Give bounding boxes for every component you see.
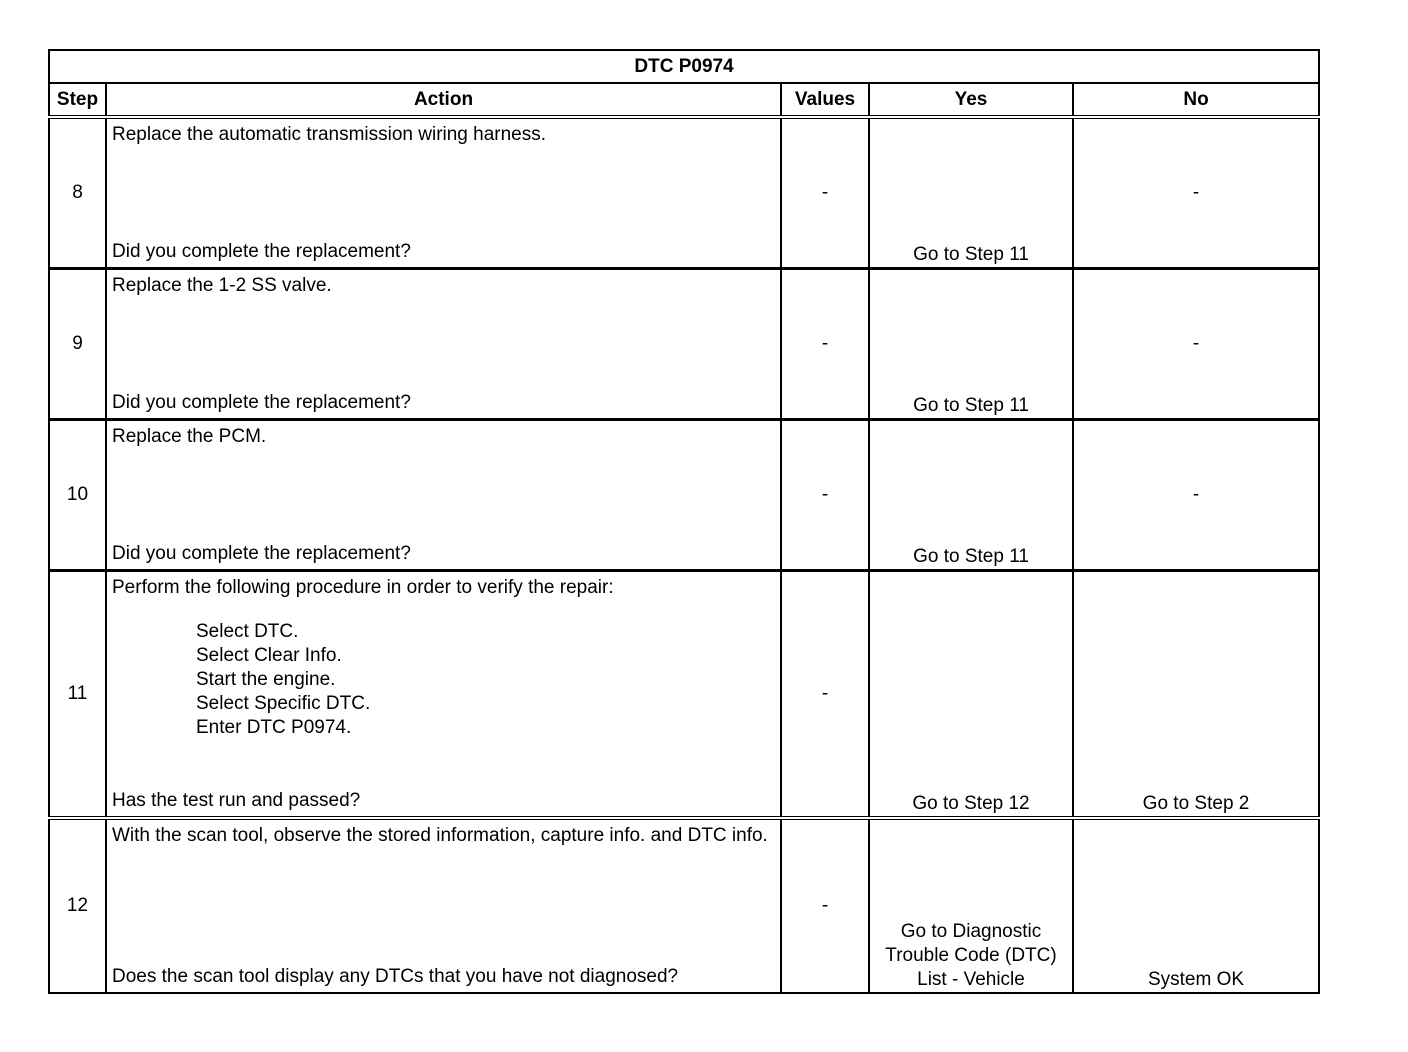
procedure-step: Select Clear Info. (196, 645, 342, 666)
step-number: 12 (49, 818, 106, 993)
yes-cell (869, 818, 1073, 993)
step-number: 11 (49, 571, 106, 819)
procedure-list (112, 620, 775, 740)
header-yes: Yes (869, 83, 1073, 117)
action-cell (106, 269, 781, 420)
action-instruction: With the scan tool, observe the stored information, capture info. and DTC info. (112, 825, 768, 846)
table-row (49, 420, 1319, 571)
action-cell (106, 117, 781, 269)
yes-line: Trouble Code (DTC) (885, 945, 1057, 966)
action-question: Does the scan tool display any DTCs that you have not diagnosed? (112, 966, 679, 987)
yes-cell: Go to Step 11 (869, 420, 1073, 571)
dtc-table (48, 49, 1320, 994)
yes-cell: Go to Step 11 (869, 269, 1073, 420)
no-cell: System OK (1073, 818, 1319, 993)
action-instruction: Replace the PCM. (112, 426, 267, 447)
action-cell (106, 420, 781, 571)
no-cell: - (1073, 117, 1319, 269)
action-cell (106, 818, 781, 993)
action-cell (106, 571, 781, 819)
action-question: Has the test run and passed? (112, 790, 361, 811)
action-instruction: Replace the 1-2 SS valve. (112, 275, 332, 296)
action-instruction: Perform the following procedure in order to verify the repair: (112, 577, 614, 598)
table-title: DTC P0974 (49, 50, 1319, 83)
action-question: Did you complete the replacement? (112, 241, 411, 262)
values-cell: - (781, 571, 869, 819)
procedure-step: Enter DTC P0974. (196, 717, 352, 738)
procedure-step: Select Specific DTC. (196, 693, 371, 714)
values-cell: - (781, 269, 869, 420)
no-cell: Go to Step 2 (1073, 571, 1319, 819)
table-row (49, 269, 1319, 420)
action-question: Did you complete the replacement? (112, 392, 411, 413)
yes-cell: Go to Step 12 (869, 571, 1073, 819)
action-question: Did you complete the replacement? (112, 543, 411, 564)
no-cell: - (1073, 420, 1319, 571)
header-step: Step (49, 83, 106, 117)
header-values: Values (781, 83, 869, 117)
step-number: 10 (49, 420, 106, 571)
yes-line: Go to Diagnostic (900, 921, 1042, 942)
no-cell: - (1073, 269, 1319, 420)
action-instruction: Replace the automatic transmission wiring harness. (112, 124, 547, 145)
yes-cell: Go to Step 11 (869, 117, 1073, 269)
table-row (49, 571, 1319, 819)
header-no: No (1073, 83, 1319, 117)
table-row (49, 818, 1319, 993)
values-cell: - (781, 818, 869, 993)
header-action: Action (106, 83, 781, 117)
values-cell: - (781, 420, 869, 571)
step-number: 9 (49, 269, 106, 420)
yes-line: List - Vehicle (917, 969, 1025, 990)
procedure-step: Select DTC. (196, 621, 299, 642)
values-cell: - (781, 117, 869, 269)
procedure-step: Start the engine. (196, 669, 336, 690)
table-row (49, 117, 1319, 269)
step-number: 8 (49, 117, 106, 269)
